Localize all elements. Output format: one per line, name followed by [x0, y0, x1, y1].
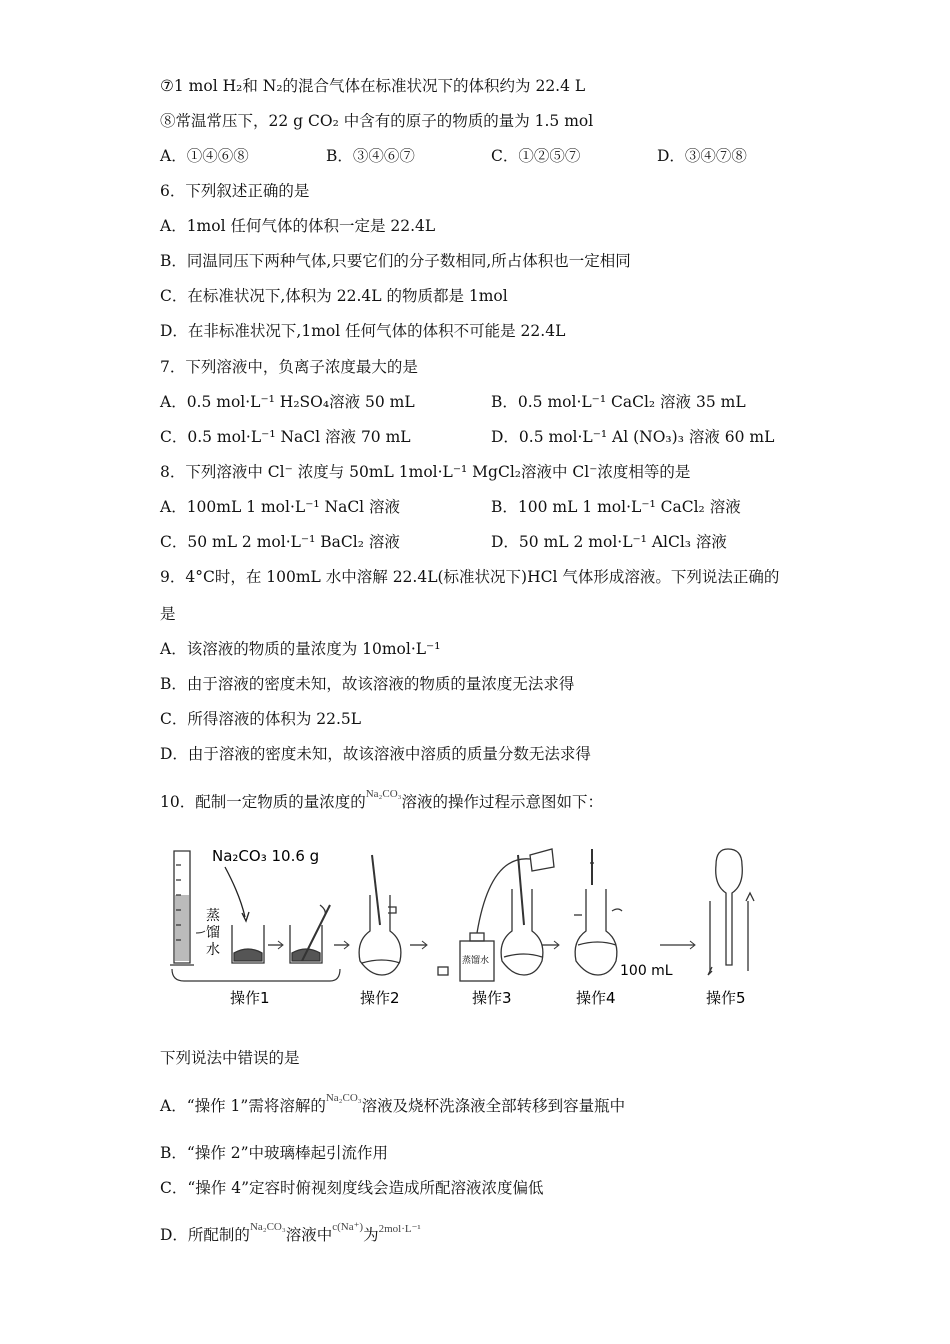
q10-option-d-conc: c(Na⁺) [332, 1221, 364, 1233]
q10-option-d-mid: 溶液中 [285, 1226, 333, 1244]
step-label-3: 操作3 [472, 989, 512, 1007]
water-label-3: 水 [206, 942, 220, 958]
q9-option-b: B．由于溶液的密度未知，故该溶液的物质的量浓度无法求得 [160, 675, 575, 693]
q8-option-c: C．50 mL 2 mol·L⁻¹ BaCl₂ 溶液 [160, 533, 400, 551]
q5-option-a: A．①④⑥⑧ [160, 147, 249, 165]
q10-formula: Na₂CO₃ [365, 788, 402, 800]
q8-stem: 8．下列溶液中 Cl⁻ 浓度与 50mL 1mol·L⁻¹ MgCl₂溶液中 Cl⁻浓度相等的是 [160, 463, 691, 481]
q10-option-a-pre: A．“操作 1”需将溶解的 [160, 1097, 326, 1115]
q6-option-d: D．在非标准状况下,1mol 任何气体的体积不可能是 22.4L [160, 322, 566, 340]
step-label-1: 操作1 [230, 989, 270, 1007]
graduated-cylinder-icon [170, 851, 194, 965]
q9-option-a: A．该溶液的物质的量浓度为 10mol·L⁻¹ [160, 640, 441, 658]
q8-option-d: D．50 mL 2 mol·L⁻¹ AlCl₃ 溶液 [491, 533, 727, 551]
flask-volume-label: 100 mL [620, 963, 673, 979]
q9-stem-cont: 是 [160, 605, 176, 623]
q10-option-a-post: 溶液及烧杯洗涤液全部转移到容量瓶中 [361, 1097, 626, 1115]
q6-stem: 6．下列叙述正确的是 [160, 182, 310, 200]
q10-stem-pre: 10．配制一定物质的量浓度的 [160, 793, 366, 811]
q7-option-d: D．0.5 mol·L⁻¹ Al (NO₃)₃ 溶液 60 mL [491, 428, 775, 446]
q7-option-c: C．0.5 mol·L⁻¹ NaCl 溶液 70 mL [160, 428, 411, 446]
dropper-flask-icon [574, 849, 622, 975]
wash-bottle-label: 蒸馏水 [462, 956, 490, 966]
q6-option-a: A．1mol 任何气体的体积一定是 22.4L [160, 217, 436, 235]
q5-item-7: ⑦1 mol H₂和 N₂的混合气体在标准状况下的体积约为 22.4 L [160, 77, 586, 95]
q9-option-d: D．由于溶液的密度未知，故该溶液中溶质的质量分数无法求得 [160, 745, 591, 763]
inverted-flask-icon [708, 849, 754, 975]
q10-option-c: C．“操作 4”定容时俯视刻度线会造成所配溶液浓度偏低 [160, 1179, 544, 1197]
solution-preparation-diagram [160, 845, 770, 1015]
q10-option-d-is: 为 [363, 1226, 379, 1244]
q5-option-d: D．③④⑦⑧ [657, 147, 747, 165]
q7-stem: 7．下列溶液中，负离子浓度最大的是 [160, 358, 418, 376]
beaker-stir-icon [290, 905, 330, 963]
q5-option-b: B．③④⑥⑦ [326, 147, 415, 165]
reagent-label: Na₂CO₃ 10.6 g [212, 847, 320, 865]
q10-option-d [160, 1221, 421, 1247]
water-label-2: 馏 [206, 925, 220, 941]
q8-option-b: B．100 mL 1 mol·L⁻¹ CaCl₂ 溶液 [491, 498, 741, 516]
q9-option-c: C．所得溶液的体积为 22.5L [160, 710, 362, 728]
beaker-icon [232, 925, 264, 963]
q10-option-d-formula: Na₂CO₃ [249, 1221, 286, 1233]
q10-option-d-value: 2mol·L⁻¹ [378, 1223, 421, 1235]
q6-option-b: B．同温同压下两种气体,只要它们的分子数相同,所占体积也一定相同 [160, 252, 631, 270]
step-label-2: 操作2 [360, 989, 400, 1007]
q10-option-b: B．“操作 2”中玻璃棒起引流作用 [160, 1144, 389, 1162]
q10-stem-post: 溶液的操作过程示意图如下： [401, 793, 604, 811]
q10-prompt: 下列说法中错误的是 [160, 1049, 300, 1067]
q5-item-8: ⑧常温常压下，22 g CO₂ 中含有的原子的物质的量为 1.5 mol [160, 112, 594, 130]
q7-option-b: B．0.5 mol·L⁻¹ CaCl₂ 溶液 35 mL [491, 393, 746, 411]
q5-option-c: C．①②⑤⑦ [491, 147, 581, 165]
q6-option-c: C．在标准状况下,体积为 22.4L 的物质都是 1mol [160, 287, 508, 305]
volumetric-flask-pour-icon [501, 849, 554, 975]
q9-stem: 9．4°C时，在 100mL 水中溶解 22.4L(标准状况下)HCl 气体形成溶液。下列说法正确的 [160, 568, 780, 586]
q10-stem [160, 788, 604, 814]
volumetric-flask-icon [359, 855, 401, 975]
q8-option-a: A．100mL 1 mol·L⁻¹ NaCl 溶液 [160, 498, 401, 516]
step-label-5: 操作5 [706, 989, 746, 1007]
step-label-4: 操作4 [576, 989, 616, 1007]
q10-option-a-formula: Na₂CO₃ [325, 1092, 362, 1104]
water-label-1: 蒸 [206, 908, 220, 924]
q10-option-d-pre: D．所配制的 [160, 1226, 250, 1244]
q10-option-a [160, 1092, 626, 1118]
q7-option-a: A．0.5 mol·L⁻¹ H₂SO₄溶液 50 mL [160, 393, 415, 411]
